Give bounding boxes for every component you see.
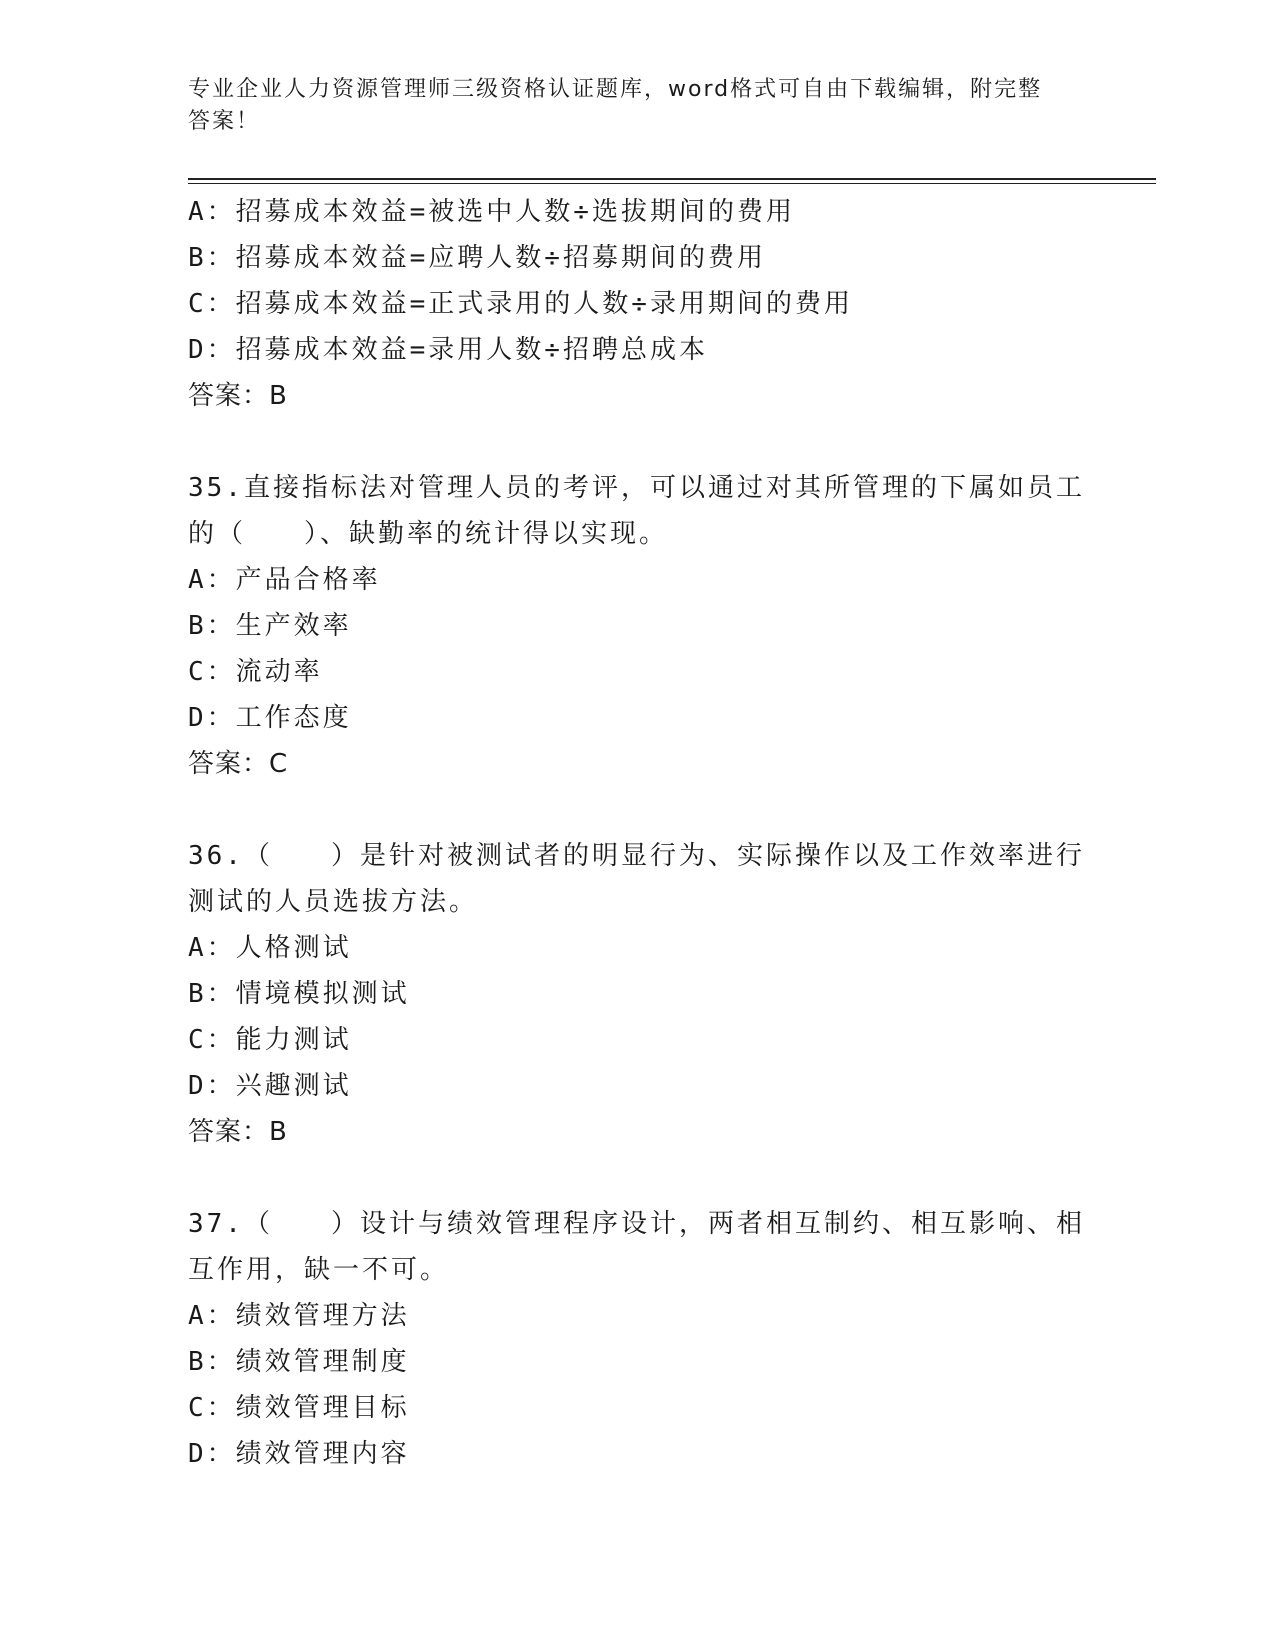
question-35 [188,465,1088,787]
question-37 [188,1201,1088,1477]
question-stem-line-2: 测试的人员选拔方法。 [188,887,479,917]
option-b: B：生产效率 [188,611,352,641]
question-stem-line-1: 37.（ ）设计与绩效管理程序设计，两者相互制约、相互影响、相 [188,1209,1085,1239]
option-d: D：绩效管理内容 [188,1439,410,1469]
option-a: A：绩效管理方法 [188,1301,410,1331]
answer: 答案：C [188,749,289,779]
spacer [188,787,1088,833]
question-34 [188,189,1088,419]
question-list [188,189,1088,1477]
option-c: C：招募成本效益=正式录用的人数÷录用期间的费用 [188,289,853,319]
option-d: D：工作态度 [188,703,352,733]
spacer [188,1155,1088,1201]
option-b: B：绩效管理制度 [188,1347,410,1377]
option-b: B：情境模拟测试 [188,979,410,1009]
answer: 答案：B [188,1117,288,1147]
question-stem-line-2: 的（ ）、缺勤率的统计得以实现。 [188,519,669,549]
answer: 答案：B [188,381,288,411]
question-stem-line-1: 35.直接指标法对管理人员的考评，可以通过对其所管理的下属如员工 [188,473,1085,503]
option-c: C：能力测试 [188,1025,352,1055]
option-d: D：兴趣测试 [188,1071,352,1101]
header-divider-thin [188,183,1156,184]
option-d: D：招募成本效益=录用人数÷招聘总成本 [188,335,708,365]
question-stem-line-2: 互作用，缺一不可。 [188,1255,450,1285]
question-36 [188,833,1088,1155]
spacer [188,419,1088,465]
header-line-2: 答案！ [188,109,261,134]
option-a: A：招募成本效益=被选中人数÷选拔期间的费用 [188,197,795,227]
option-c: C：流动率 [188,657,323,687]
option-c: C：绩效管理目标 [188,1393,410,1423]
header-line-1: 专业企业人力资源管理师三级资格认证题库，word格式可自由下载编辑，附完整 [188,77,1043,102]
question-stem-line-1: 36.（ ）是针对被测试者的明显行为、实际操作以及工作效率进行 [188,841,1085,871]
header-divider-thick [188,178,1156,180]
option-b: B：招募成本效益=应聘人数÷招募期间的费用 [188,243,766,273]
option-a: A：人格测试 [188,933,352,963]
document-header [188,74,1088,138]
option-a: A：产品合格率 [188,565,381,595]
